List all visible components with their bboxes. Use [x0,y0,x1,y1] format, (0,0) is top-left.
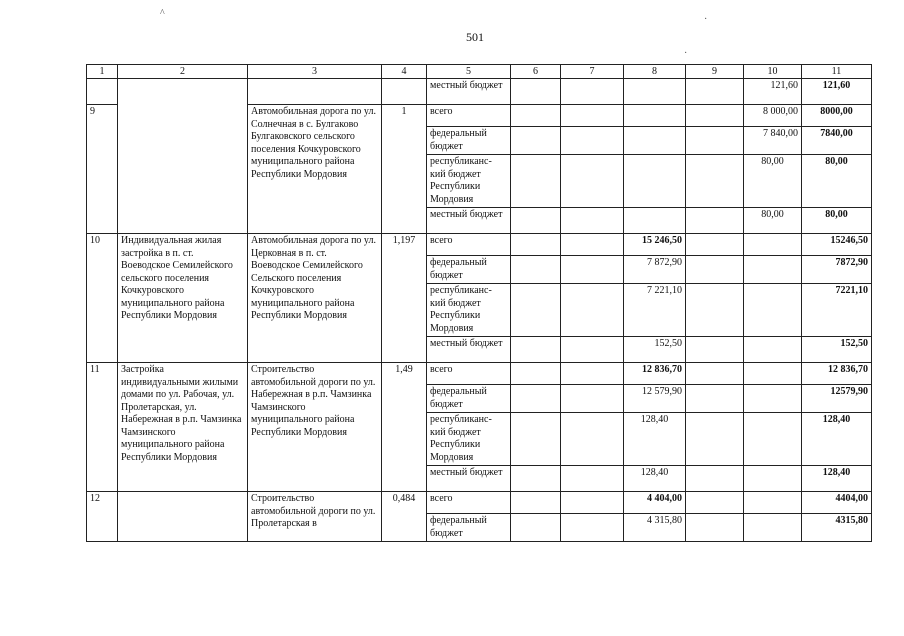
empty-cell [561,256,624,284]
empty-cell [624,105,686,127]
project-cell: Застройка индивидуальными жилыми домами по ул. Рабочая, ул. Пролетарская, ул. Набережная в р.п. Чамзинка Чамзинского муниципального района Республики Мордовия [118,363,248,492]
value-cell: 128,40 [624,466,686,492]
header-cell: 8 [624,65,686,79]
value-cell: 7 840,00 [744,127,802,155]
funding-source-cell: республиканс-кий бюджет Республики Мордовия [427,155,511,208]
length-cell: 1 [382,105,427,234]
total-cell: 8000,00 [802,105,872,127]
empty-cell [511,413,561,466]
row-number-cell [87,79,118,105]
header-cell: 11 [802,65,872,79]
empty-cell [686,234,744,256]
object-cell: Строительство автомобильной дороги по ул. Пролетарская в [248,492,382,542]
funding-source-cell: местный бюджет [427,208,511,234]
page-number: 501 [466,30,484,44]
empty-cell [624,127,686,155]
empty-cell [561,363,624,385]
value-cell: 4 404,00 [624,492,686,514]
value-cell: 121,60 [744,79,802,105]
total-cell: 7872,90 [802,256,872,284]
empty-cell [561,79,624,105]
empty-cell [561,127,624,155]
funding-source-cell: всего [427,363,511,385]
header-cell: 2 [118,65,248,79]
value-cell: 12 836,70 [624,363,686,385]
empty-cell [561,105,624,127]
funding-source-cell: всего [427,105,511,127]
row-number-cell: 11 [87,363,118,492]
empty-cell [686,385,744,413]
funding-source-cell: местный бюджет [427,466,511,492]
scan-mark: ^ [160,8,165,19]
total-cell: 4404,00 [802,492,872,514]
value-cell: 8 000,00 [744,105,802,127]
total-cell: 128,40 [802,466,872,492]
empty-cell [511,363,561,385]
empty-cell [686,514,744,542]
header-cell: 9 [686,65,744,79]
empty-cell [561,337,624,363]
header-cell: 1 [87,65,118,79]
length-cell [382,79,427,105]
project-cell [118,79,248,234]
empty-cell [744,284,802,337]
empty-cell [686,363,744,385]
total-cell: 12579,90 [802,385,872,413]
funding-source-cell: местный бюджет [427,79,511,105]
empty-cell [744,256,802,284]
value-cell: 4 315,80 [624,514,686,542]
empty-cell [686,105,744,127]
funding-source-cell: всего [427,492,511,514]
total-cell: 7840,00 [802,127,872,155]
total-cell: 15246,50 [802,234,872,256]
empty-cell [686,256,744,284]
header-cell: 10 [744,65,802,79]
table-row [87,79,872,105]
empty-cell [511,284,561,337]
empty-cell [511,337,561,363]
budget-table [86,64,872,542]
empty-cell [561,492,624,514]
empty-cell [511,234,561,256]
total-cell: 7221,10 [802,284,872,337]
empty-cell [686,466,744,492]
total-cell: 152,50 [802,337,872,363]
empty-cell [744,514,802,542]
total-cell: 4315,80 [802,514,872,542]
funding-source-cell: республиканс-кий бюджет Республики Мордовия [427,284,511,337]
header-cell: 7 [561,65,624,79]
empty-cell [686,413,744,466]
empty-cell [511,155,561,208]
empty-cell [744,234,802,256]
empty-cell [511,466,561,492]
empty-cell [511,105,561,127]
scan-dot: · [704,14,708,25]
empty-cell [744,337,802,363]
empty-cell [511,127,561,155]
row-number-cell: 9 [87,105,118,234]
value-cell: 152,50 [624,337,686,363]
funding-source-cell: федеральный бюджет [427,514,511,542]
empty-cell [624,208,686,234]
length-cell: 1,49 [382,363,427,492]
empty-cell [561,413,624,466]
table-row [87,363,872,385]
total-cell: 80,00 [802,208,872,234]
empty-cell [744,363,802,385]
empty-cell [561,466,624,492]
funding-source-cell: федеральный бюджет [427,385,511,413]
empty-cell [686,127,744,155]
header-cell: 6 [511,65,561,79]
object-cell: Строительство автомобильной дороги по ул. Набережная в р.п. Чамзинка Чамзинского муниципального района Республики Мордовия [248,363,382,492]
empty-cell [561,155,624,208]
empty-cell [511,385,561,413]
total-cell: 80,00 [802,155,872,208]
header-cell: 5 [427,65,511,79]
header-cell: 4 [382,65,427,79]
object-cell: Автомобильная дорога по ул. Солнечная в с. Булгаково Булгаковского сельского поселения Кочкуровского муниципального района Республики Мордовия [248,105,382,234]
value-cell: 80,00 [744,155,802,208]
funding-source-cell: федеральный бюджет [427,256,511,284]
empty-cell [561,284,624,337]
funding-source-cell: республиканс-кий бюджет Республики Мордовия [427,413,511,466]
length-cell: 0,484 [382,492,427,542]
empty-cell [744,385,802,413]
empty-cell [561,385,624,413]
empty-cell [624,79,686,105]
total-cell: 128,40 [802,413,872,466]
value-cell: 15 246,50 [624,234,686,256]
empty-cell [511,514,561,542]
empty-cell [511,256,561,284]
value-cell: 128,40 [624,413,686,466]
empty-cell [686,155,744,208]
object-cell [248,79,382,105]
empty-cell [686,284,744,337]
value-cell: 80,00 [744,208,802,234]
funding-source-cell: всего [427,234,511,256]
length-cell: 1,197 [382,234,427,363]
header-cell: 3 [248,65,382,79]
scan-dot: · [684,48,688,59]
empty-cell [561,234,624,256]
table-header-row [87,65,872,79]
empty-cell [561,514,624,542]
empty-cell [686,79,744,105]
empty-cell [561,208,624,234]
total-cell: 121,60 [802,79,872,105]
row-number-cell: 12 [87,492,118,542]
value-cell: 12 579,90 [624,385,686,413]
object-cell: Автомобильная дорога по ул. Церковная в п. ст. Воеводское Семилейского Сельского поселения Кочкуровского муниципального района Республики Мордовия [248,234,382,363]
table-row [87,492,872,514]
table-row [87,234,872,256]
empty-cell [511,208,561,234]
project-cell: Индивидуальная жилая застройка в п. ст. Воеводское Семилейского сельского поселения Кочкуровского муниципального района Республики Мордовия [118,234,248,363]
total-cell: 12 836,70 [802,363,872,385]
empty-cell [686,492,744,514]
empty-cell [511,492,561,514]
empty-cell [686,208,744,234]
value-cell: 7 221,10 [624,284,686,337]
row-number-cell: 10 [87,234,118,363]
empty-cell [744,413,802,466]
funding-source-cell: местный бюджет [427,337,511,363]
empty-cell [686,337,744,363]
project-cell [118,492,248,542]
value-cell: 7 872,90 [624,256,686,284]
empty-cell [624,155,686,208]
funding-source-cell: федеральный бюджет [427,127,511,155]
empty-cell [511,79,561,105]
empty-cell [744,492,802,514]
empty-cell [744,466,802,492]
